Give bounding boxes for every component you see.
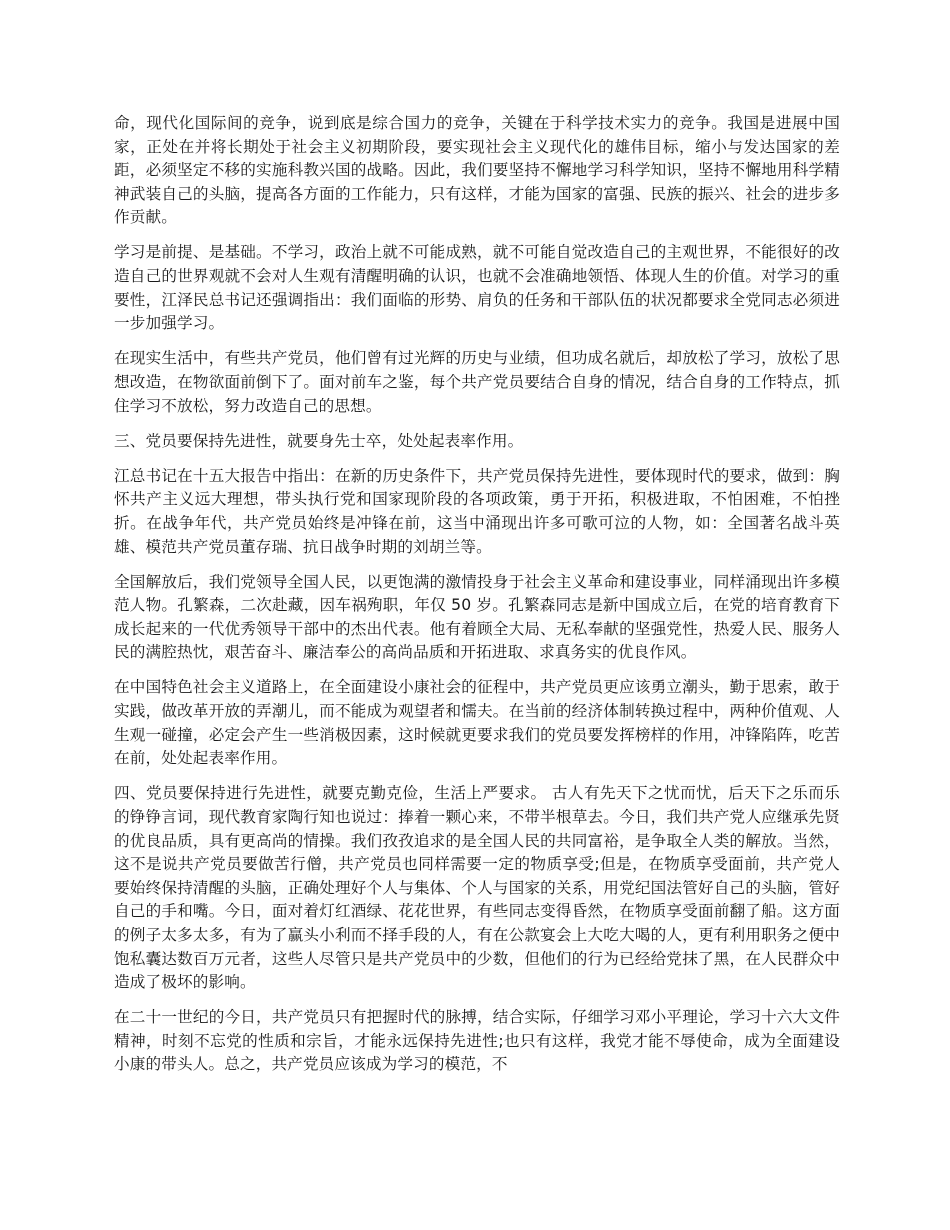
section-heading-3: 三、党员要保持先进性，就要身先士卒，处处起表率作用。: [114, 431, 524, 450]
paragraph-6: 在中国特色社会主义道路上，在全面建设小康社会的征程中，共产党员更应该勇立潮头，勤于思索，敢于实践，做改革开放的弄潮儿，而不能成为观望者和懦夫。在当前的经济体制转换过程中，两种价值观、人生观一碰撞，必定会产生一些消极因素，这时候就更要求我们的党员要发挥榜样的作用，冲锋陷阵，吃苦在前，处处起表率作用。: [114, 678, 840, 768]
paragraph-1: 命，现代化国际间的竞争，说到底是综合国力的竞争，关键在于科学技术实力的竞争。我国是进展中国家，正处在并将长期处于社会主义初期阶段，要实现社会主义现代化的雄伟目标，缩小与发达国家的差距，必须坚定不移的实施科教兴国的战略。因此，我们要坚持不懈地学习科学知识，坚持不懈地用科学精神武装自己的头脑，提高各方面的工作能力，只有这样，才能为国家的富强、民族的振兴、社会的进步多作贡献。: [114, 114, 840, 227]
paragraph-8: 在二十一世纪的今日，共产党员只有把握时代的脉搏，结合实际，仔细学习邓小平理论，学习十六大文件精神，时刻不忘党的性质和宗旨，才能永远保持先进性;也只有这样，我党才能不辱使命，成为全面建设小康的带头人。总之，共产党员应该成为学习的模范，不: [114, 1008, 840, 1074]
paragraph-2: 学习是前提、是基础。不学习，政治上就不可能成熟，就不可能自觉改造自己的主观世界，不能很好的改造自己的世界观就不会对人生观有清醒明确的认识，也就不会准确地领悟、体现人生的价值。对学习的重要性，江泽民总书记还强调指出：我们面临的形势、肩负的任务和干部队伍的状况都要求全党同志必须进一步加强学习。: [114, 243, 840, 333]
paragraph-4: 江总书记在十五大报告中指出：在新的历史条件下，共产党员保持先进性，要体现时代的要求，做到：胸怀共产主义远大理想，带头执行党和国家现阶段的各项政策，勇于开拓，积极进取，不怕困难，不怕挫折。在战争年代，共产党员始终是冲锋在前，这当中涌现出许多可歌可泣的人物，如：全国著名战斗英雄、模范共产党员董存瑞、抗日战争时期的刘胡兰等。: [114, 466, 840, 556]
paragraph-3: 在现实生活中，有些共产党员，他们曾有过光辉的历史与业绩，但功成名就后，却放松了学习，放松了思想改造，在物欲面前倒下了。面对前车之鉴，每个共产党员要结合自身的情况，结合自身的工作特点，抓住学习不放松，努力改造自己的思想。: [114, 349, 840, 415]
paragraph-5: 全国解放后，我们党领导全国人民，以更饱满的激情投身于社会主义革命和建设事业，同样涌现出许多模范人物。孔繁森，二次赴藏，因车祸殉职，年仅 50 岁。孔繁森同志是新中国成立后，在党的培育教育下成长起来的一代优秀领导干部中的杰出代表。他有着顾全大局、无私奉献的坚强党性，热爱人民、服务人民的满腔热忱，艰苦奋斗、廉洁奉公的高尚品质和开拓进取、求真务实的优良作风。: [114, 572, 840, 662]
paragraph-7: 四、党员要保持进行先进性，就要克勤克俭，生活上严要求。 古人有先天下之忧而忧，后天下之乐而乐的铮铮言词，现代教育家陶行知也说过：捧着一颗心来，不带半根草去。今日，我们共产党人应继承先贤的优良品质，具有更高尚的情操。我们孜孜追求的是全国人民的共同富裕，是争取全人类的解放。当然，这不是说共产党员要做苦行僧，共产党员也同样需要一定的物质享受;但是，在物质享受面前，共产党人要始终保持清醒的头脑，正确处理好个人与集体、个人与国家的关系，用党纪国法管好自己的头脑，管好自己的手和嘴。今日，面对着灯红酒绿、花花世界，有些同志变得昏然，在物质享受面前翻了船。这方面的例子太多太多，有为了赢头小利而不择手段的人，有在公款宴会上大吃大喝的人，更有利用职务之便中饱私囊达数百万元者，这些人尽管只是共产党员中的少数，但他们的行为已经给党抹了黑，在人民群众中造成了极坏的影响。: [114, 784, 840, 992]
